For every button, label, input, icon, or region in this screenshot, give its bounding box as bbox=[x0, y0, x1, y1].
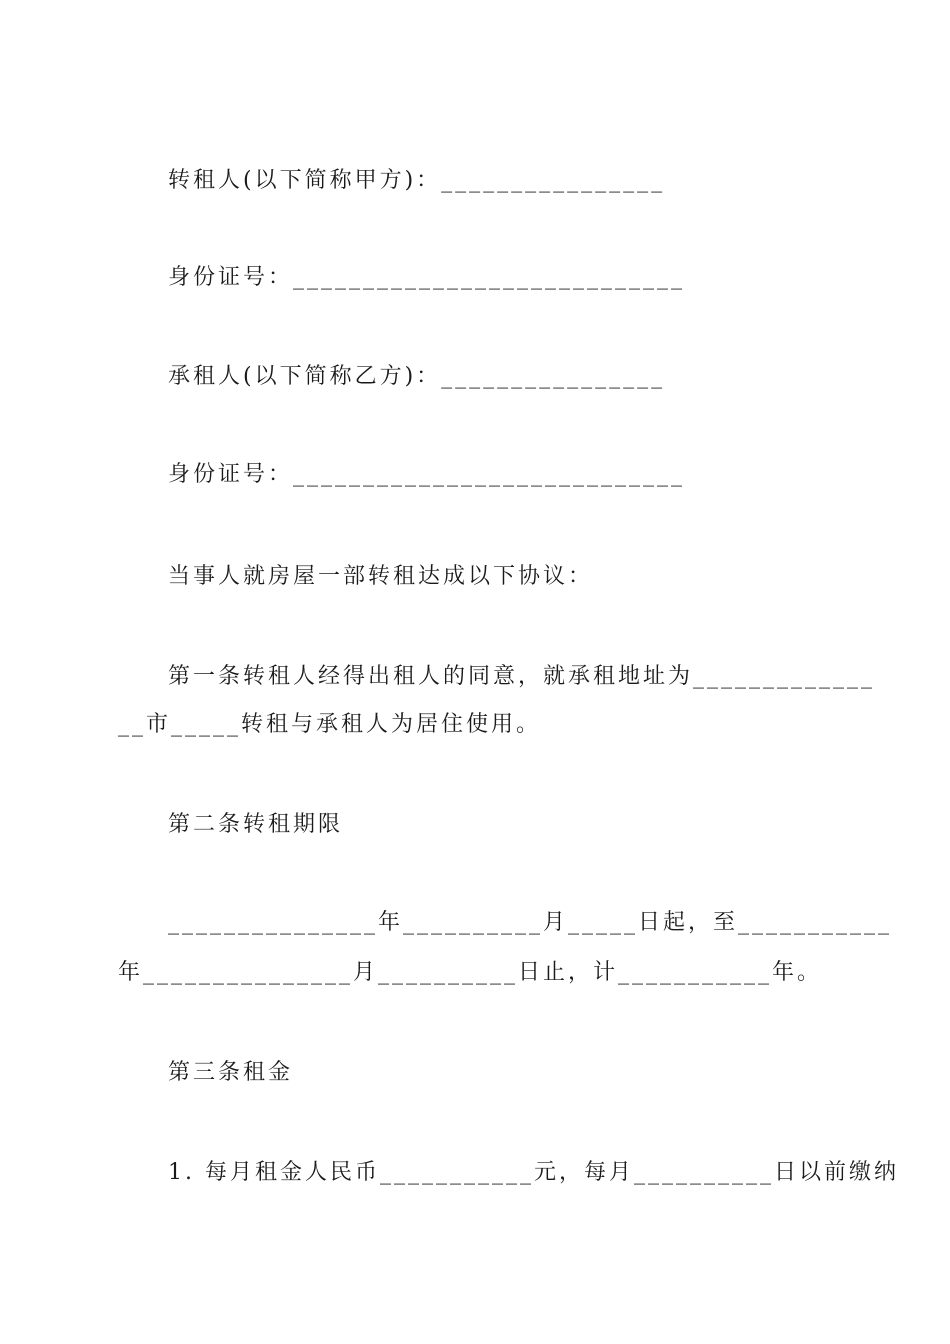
article-3-heading: 第三条租金 bbox=[168, 1060, 294, 1085]
sublessor-line: 转租人(以下简称甲方)：________________ bbox=[168, 168, 666, 193]
article-1-line-1: 第一条转租人经得出租人的同意，就承租地址为_____________ bbox=[168, 664, 876, 689]
article-2-line-1: _______________年__________月_____日起，至___________ bbox=[168, 910, 893, 935]
lessee-id-line: 身份证号：____________________________ bbox=[168, 462, 686, 487]
lessee-line: 承租人(以下简称乙方)：________________ bbox=[168, 364, 666, 389]
article-2-line-2: 年_______________月__________日止，计___________年。 bbox=[118, 960, 823, 985]
article-1-line-2: __市_____转租与承租人为居住使用。 bbox=[118, 712, 542, 737]
agreement-intro: 当事人就房屋一部转租达成以下协议： bbox=[168, 564, 594, 589]
article-3-item-1: 1. 每月租金人民币___________元，每月__________日以前缴纳 bbox=[168, 1160, 899, 1185]
sublessor-id-line: 身份证号：____________________________ bbox=[168, 265, 686, 290]
article-2-heading: 第二条转租期限 bbox=[168, 812, 344, 837]
